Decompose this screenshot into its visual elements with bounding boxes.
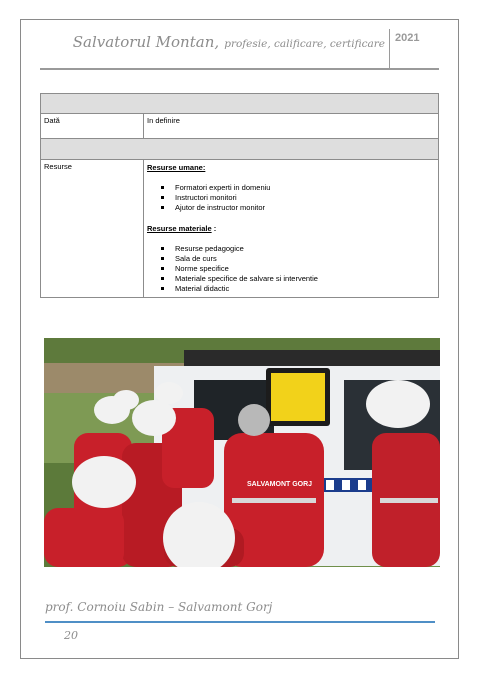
rescue-team-photo [44,338,440,567]
list-item: Ajutor de instructor monitor [161,203,435,213]
header-divider [389,29,390,69]
table-header-band [41,94,439,114]
header-title-subtitle: profesie, calificare, certificare [224,38,385,50]
human-resources-heading: Resurse umane: [147,163,206,172]
header-title-main: Salvatorul Montan, [72,33,220,51]
info-table [40,93,439,298]
date-label: Dată [41,114,144,139]
footer-author: prof. Cornoiu Sabin – Salvamont Gorj [45,600,273,614]
table-separator-band [41,139,439,160]
material-resources-heading: Resurse materiale [147,223,212,233]
list-item: Resurse pedagogice [161,244,435,254]
header-rule [40,68,439,70]
header-year: 2021 [395,32,420,44]
material-heading-suffix: : [211,223,217,233]
list-item: Formatori experti in domeniu [161,183,435,193]
rescue-team-illustration [44,338,440,567]
footer-rule [45,621,435,623]
list-item: Sala de curs [161,254,435,264]
material-resources-heading-line [147,224,435,233]
human-resources-list [147,183,435,214]
resources-cell [144,160,439,298]
list-item: Instructori monitori [161,193,435,203]
header-title [73,32,385,51]
material-resources-list [147,244,435,295]
list-item: Materiale specifice de salvare si interventie [161,274,435,284]
list-item: Material didactic [161,284,435,294]
list-item: Norme specifice [161,264,435,274]
table-row-resources [41,160,439,298]
jacket-text: SALVAMONT GORJ [247,481,313,488]
table-row-date [41,114,439,139]
date-value: In definire [144,114,439,139]
page-number: 20 [64,629,78,642]
resources-label: Resurse [41,160,144,298]
